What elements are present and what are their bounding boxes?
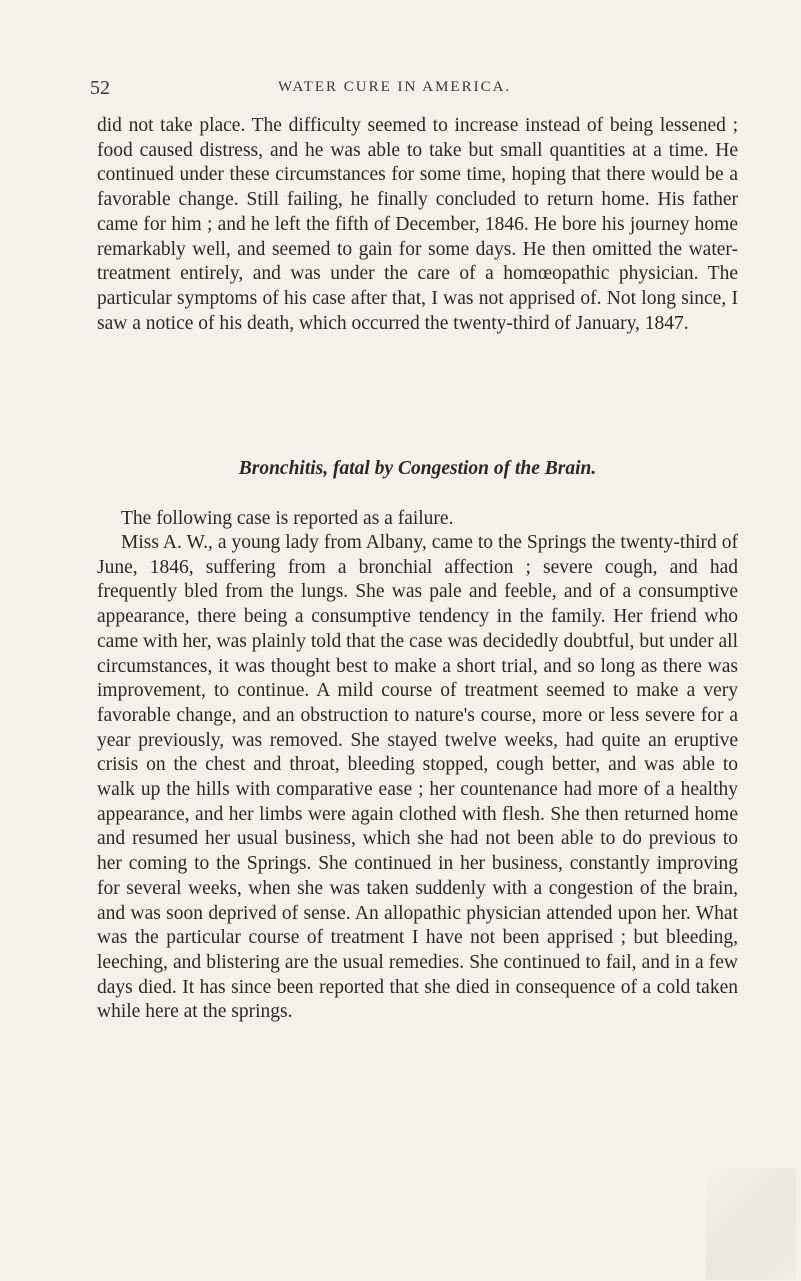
paragraph-continued-case: did not take place. The difficulty seemed to increase instead of being lessened ; food caused distress, and he was able to take but small quantities at a time. He continued under these circumstances for some time, hoping that there would be a favorable change. Still failing, he finally concluded to return home. His father came for him ; and he left the fifth of December, 1846. He bore his journey home remarkably well, and seemed to gain for some days. He then omitted the water-treatment entirely, and was under the care of a homœopathic physician. The particular symptoms of his case after that, I was not apprised of. Not long since, I saw a notice of his death, which occurred the twenty-third of January, 1847. (97, 115, 738, 334)
running-title: WATER CURE IN AMERICA. (278, 79, 512, 95)
page-number: 52 (90, 77, 110, 99)
section-heading: Bronchitis, fatal by Congestion of the Brain. (238, 458, 597, 479)
paragraph-case-miss-aw: Miss A. W., a young lady from Albany, came to the Springs the twenty-third of June, 1846, suffering from a bronchial affection ; severe cough, and had frequently bled from the lungs. She was pale and feeble, and of a consumptive appearance, there being a consumptive tendency in the family. Her friend who came with her, was plainly told that the case was decidedly doubtful, but under all circumstances, it was thought best to make a short trial, and so long as there was improvement, to continue. A mild course of treatment seemed to make a very favorable change, and an obstruction to nature's course, more or less severe for a year previously, was removed. She stayed twelve weeks, had quite an eruptive crisis on the chest and throat, bleeding stopped, cough better, and was able to walk up the hills with comparative ease ; her countenance had more of a healthy appearance, and her limbs were again clothed with flesh. She then returned home and resumed her usual business, which she had not been able to do previous to her coming to the Springs. She continued in her business, constantly improving for several weeks, when she was taken suddenly with a congestion of the brain, and was soon deprived of sense. An allopathic physician attended upon her. What was the particular course of treatment I have not been apprised ; but bleeding, leeching, and blistering are the usual remedies. She continued to fail, and in a few days died. It has since been reported that she died in consequence of a cold taken while here at the springs. (97, 532, 738, 1023)
page-edge-shading (706, 1168, 796, 1280)
paragraph-failure-intro: The following case is reported as a failure. (121, 508, 454, 529)
running-head (90, 77, 750, 101)
